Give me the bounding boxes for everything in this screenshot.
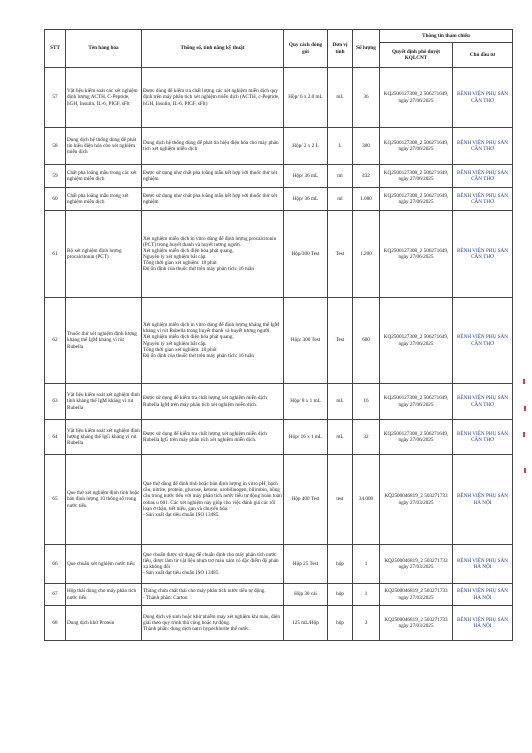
row-unit: hộp <box>328 584 353 606</box>
row-investor: BỆNH VIỆN PHỤ SẢN CẦN THƠ <box>453 211 513 298</box>
row-specs: Dung dịch hệ thống dùng để phát tín hiệu điện hóa cho máy phân tích xét nghiệm miễn dịch <box>142 128 284 165</box>
row-packaging: Hộp/ 16 x 1 mL <box>284 420 328 455</box>
row-product-name: Vật liệu kiểm soát các xét nghiệm định lượng ACTH, C-Peptide, hGH, Insulin, IL-6, PIGF, sFlt <box>66 68 142 128</box>
row-investor: BỆNH VIỆN PHỤ SẢN CẦN THƠ <box>453 298 513 384</box>
row-stt: 57 <box>45 68 66 128</box>
row-decision: KQ2500127308_2 506271649, ngày 27/06/2025 <box>380 384 453 420</box>
header-product-name: Tên hàng hóa <box>66 30 142 68</box>
row-product-name: Chất pha loãng mẫu trong các xét nghiệm miễn dịch <box>66 165 142 188</box>
row-unit: mL <box>328 384 353 420</box>
row-quantity: 1 <box>353 584 380 606</box>
table-row <box>45 128 513 165</box>
row-packaging: Hộp/ 2 x 2 L <box>284 128 328 165</box>
row-quantity: 600 <box>353 298 380 384</box>
row-stt: 60 <box>45 188 66 211</box>
row-specs: Được sử dụng như chất pha loãng mẫu kết hợp với thuốc thử xét nghiệm <box>142 165 284 188</box>
row-decision: KQ2500127308_2 506271649, ngày 27/06/2025 <box>380 211 453 298</box>
margin-mark <box>523 432 525 437</box>
row-product-name: Vật liệu kiểm soát xét nghiệm định lượng kháng thể IgG kháng vi rút Rubella <box>66 420 142 455</box>
row-quantity: 432 <box>353 165 380 188</box>
margin-mark <box>524 406 526 411</box>
row-specs: Thùng chứa chất thải cho máy phân tích nước tiểu tự động. - Thành phần: Carton <box>142 584 284 606</box>
row-unit: L <box>328 128 353 165</box>
row-stt: 58 <box>45 128 66 165</box>
table-body <box>45 68 513 641</box>
row-decision: KQ2500046819_2 503271733 ngày 27/03/2025 <box>380 545 453 584</box>
row-product-name: Hộp thải dùng cho máy phân tích nước tiểu <box>66 584 142 606</box>
row-packaging: Hộp/ 300 Test <box>284 298 328 384</box>
table-row <box>45 211 513 298</box>
row-specs: Dung dịch vệ sinh hoặc khử nhiễm máy xét nghiệm khí máu, điện giải theo quy trình thủ công hoặc tự động. Thành phần: dung dịch natri hypochlorite thể nước. <box>142 606 284 641</box>
table-row <box>45 584 513 606</box>
table-row <box>45 606 513 641</box>
row-specs: Được sử dụng như chất pha loãng mẫu kết hợp với thuốc thử xét nghiệm <box>142 188 284 211</box>
row-decision: KQ2500127308_2 506271649, ngày 27/06/2025 <box>380 128 453 165</box>
row-unit: ml <box>328 188 353 211</box>
header-decision: Quyết định phê duyệt KQLCNT <box>380 43 453 68</box>
product-table <box>44 29 513 641</box>
row-packaging: Hộp/ 36 mL <box>284 188 328 211</box>
row-packaging: 125 mL/Hộp <box>284 606 328 641</box>
row-unit: Test <box>328 211 353 298</box>
table-row <box>45 188 513 211</box>
row-quantity: 3 <box>353 606 380 641</box>
row-stt: 66 <box>45 545 66 584</box>
row-product-name: Dung dịch khử Protein <box>66 606 142 641</box>
margin-mark <box>524 468 526 473</box>
row-quantity: 1.080 <box>353 188 380 211</box>
row-product-name: Thuốc thử xét nghiệm định lượng kháng thể IgM kháng vi rút Rubella <box>66 298 142 384</box>
row-unit: Test <box>328 298 353 384</box>
table-row <box>45 420 513 455</box>
row-investor: BỆNH VIỆN PHỤ SẢN CẦN THƠ <box>453 384 513 420</box>
row-specs: Xét nghiệm miễn dịch in vitro dùng để định lượng kháng thể IgM kháng vi rút Rubella trong huyết thanh và huyết tương người. Xét nghiệm miễn dịch điện hóa phát quang. Nguyên lý xét nghiệm bắt cặp. Tổng thời gian xét nghiệm: 18 phút Độ ổn định của thuốc thử trên máy phân tích: 16 tuần <box>142 298 284 384</box>
row-stt: 64 <box>45 420 66 455</box>
row-packaging: Hộp/300 Test <box>284 211 328 298</box>
row-packaging: Hộp/ 8 x 1 mL <box>284 384 328 420</box>
row-decision: KQ2500127308_2 506271649, ngày 27/06/2025 <box>380 68 453 128</box>
header-specs: Thông số, tính năng kỹ thuật <box>142 30 284 68</box>
row-product-name: Bộ xét nghiệm định lượng procalcitonin (PCT) <box>66 211 142 298</box>
margin-mark <box>523 379 525 384</box>
row-unit: hộp <box>328 545 353 584</box>
row-unit: hộp <box>328 606 353 641</box>
row-unit: test <box>328 455 353 545</box>
row-packaging: Hộp 30 cái <box>284 584 328 606</box>
header-investor: Chủ đầu tư <box>453 43 513 68</box>
row-investor: BỆNH VIỆN PHỤ SẢN CẦN THƠ <box>453 165 513 188</box>
row-decision: KQ2500127308_2 506271649, ngày 27/06/2025 <box>380 165 453 188</box>
row-quantity: 36 <box>353 68 380 128</box>
table-row <box>45 165 513 188</box>
table-row <box>45 545 513 584</box>
row-investor: BỆNH VIỆN PHỤ SẢN HÀ NỘI <box>453 584 513 606</box>
row-investor: BỆNH VIỆN PHỤ SẢN CẦN THƠ <box>453 188 513 211</box>
row-specs: Được sử dụng để kiểm tra chất lượng xét nghiệm miễn dịch Rubella IgM trên máy phân tích xét nghiệm miễn dịch. <box>142 384 284 420</box>
row-stt: 62 <box>45 298 66 384</box>
row-investor: BỆNH VIỆN PHỤ SẢN CẦN THƠ <box>453 128 513 165</box>
row-stt: 59 <box>45 165 66 188</box>
row-quantity: 1.200 <box>353 211 380 298</box>
row-specs: Xét nghiệm miễn dịch in vitro dùng để định lượng procalcitonin (PCT) trong huyết thanh và huyết tương người. Xét nghiệm miễn dịch điện hóa phát quang. Nguyên lý xét nghiệm bắt cặp. Tổng thời gian xét nghiệm: 18 phút Độ ổn định của thuốc thử trên máy phân tích: 16 tuần <box>142 211 284 298</box>
row-specs: Được dùng để kiểm tra chất lượng các xét nghiệm miễn dịch quy định trên máy phân tích xét nghiệm miễn dịch (ACTH, c-Peptide, hGH, Insulin, IL-6, PIGF, sFlt) <box>142 68 284 128</box>
row-investor: BỆNH VIỆN PHỤ SẢN HÀ NỘI <box>453 606 513 641</box>
row-investor: BỆNH VIỆN PHỤ SẢN CẦN THƠ <box>453 68 513 128</box>
row-packaging: Hộp 25 Test <box>284 545 328 584</box>
header-packaging: Quy cách đóng gói <box>284 30 328 68</box>
row-stt: 68 <box>45 606 66 641</box>
row-product-name: Vật liệu kiểm soát xét nghiệm định tính kháng thể IgM kháng vi rút Rubella <box>66 384 142 420</box>
row-decision: KQ2500127308_2 506271649, ngày 27/06/2025 <box>380 188 453 211</box>
row-specs: Que chuẩn được sử dụng để chuẩn định cho máy phân tích nước tiểu, được làm từ vật liệu nhựa trơ màu xám có đặc điểm độ phản xạ không đổi - Sản xuất đạt tiêu chuẩn ISO 13485. <box>142 545 284 584</box>
row-product-name: Que chuẩn xét nghiệm nước tiểu <box>66 545 142 584</box>
row-quantity: 34.000 <box>353 455 380 545</box>
row-unit: mL <box>328 68 353 128</box>
row-unit: ml <box>328 165 353 188</box>
table-row <box>45 455 513 545</box>
row-quantity: 32 <box>353 420 380 455</box>
row-quantity: 300 <box>353 128 380 165</box>
table-header <box>45 30 513 68</box>
row-stt: 63 <box>45 384 66 420</box>
row-decision: KQ2500046819_2 503271733 ngày 27/03/2025 <box>380 584 453 606</box>
header-quantity: Số lượng <box>353 30 380 68</box>
header-unit: Đơn vị tính <box>328 30 353 68</box>
row-quantity: 16 <box>353 384 380 420</box>
table-row <box>45 298 513 384</box>
row-investor: BỆNH VIỆN PHỤ SẢN HÀ NỘI <box>453 455 513 545</box>
row-quantity: 1 <box>353 545 380 584</box>
row-specs: Được sử dụng để kiểm tra chất lượng xét nghiệm miễn dịch Rubella IgG trên máy phân tích xét nghiệm miễn dịch. <box>142 420 284 455</box>
row-decision: KQ2500046819_2 503271733 ngày 27/03/2025 <box>380 606 453 641</box>
row-packaging: Hộp 400 Test <box>284 455 328 545</box>
row-product-name: Que thử xét nghiệm định tính hoặc bán định lượng 10 thông số trong nước tiểu <box>66 455 142 545</box>
row-packaging: Hộp/ 6 x 2.0 mL <box>284 68 328 128</box>
header-stt: STT <box>45 30 66 68</box>
table-row <box>45 68 513 128</box>
row-investor: BỆNH VIỆN PHỤ SẢN CẦN THƠ <box>453 420 513 455</box>
row-investor: BỆNH VIỆN PHỤ SẢN HÀ NỘI <box>453 545 513 584</box>
table-row <box>45 384 513 420</box>
row-specs: Que thử dùng để định tính hoặc bán định lượng in vitro pH, bạch cầu, nitrite, protein, glucose, ketone, urobilinogen, bilirubin, hồng cầu trong nước tiểu với máy phân tích nước tiểu tự động hoàn toàn cobas u 601. Các xét nghiệm này giúp cho việc đánh giá các rối loạn ở thận, tiết niệu, gan và chuyển hóa. - Sản xuất đạt tiêu chuẩn ISO 13485. <box>142 455 284 545</box>
row-stt: 67 <box>45 584 66 606</box>
row-unit: mL <box>328 420 353 455</box>
row-product-name: Chất pha loãng mẫu trong xét nghiệm miễn dịch <box>66 188 142 211</box>
row-product-name: Dung dịch hệ thống dùng để phát tín hiệu điện hóa cho xét nghiệm miễn dịch <box>66 128 142 165</box>
row-packaging: Hộp/ 36 mL <box>284 165 328 188</box>
row-decision: KQ2500127308_2 506271649, ngày 27/06/2025 <box>380 420 453 455</box>
row-stt: 65 <box>45 455 66 545</box>
header-reference-group: Thông tin tham chiếu <box>380 30 513 43</box>
row-decision: KQ2500046819_2 503271733 ngày 27/03/2025 <box>380 455 453 545</box>
row-decision: KQ2500127308_2 506271649, ngày 27/06/2025 <box>380 298 453 384</box>
row-stt: 61 <box>45 211 66 298</box>
